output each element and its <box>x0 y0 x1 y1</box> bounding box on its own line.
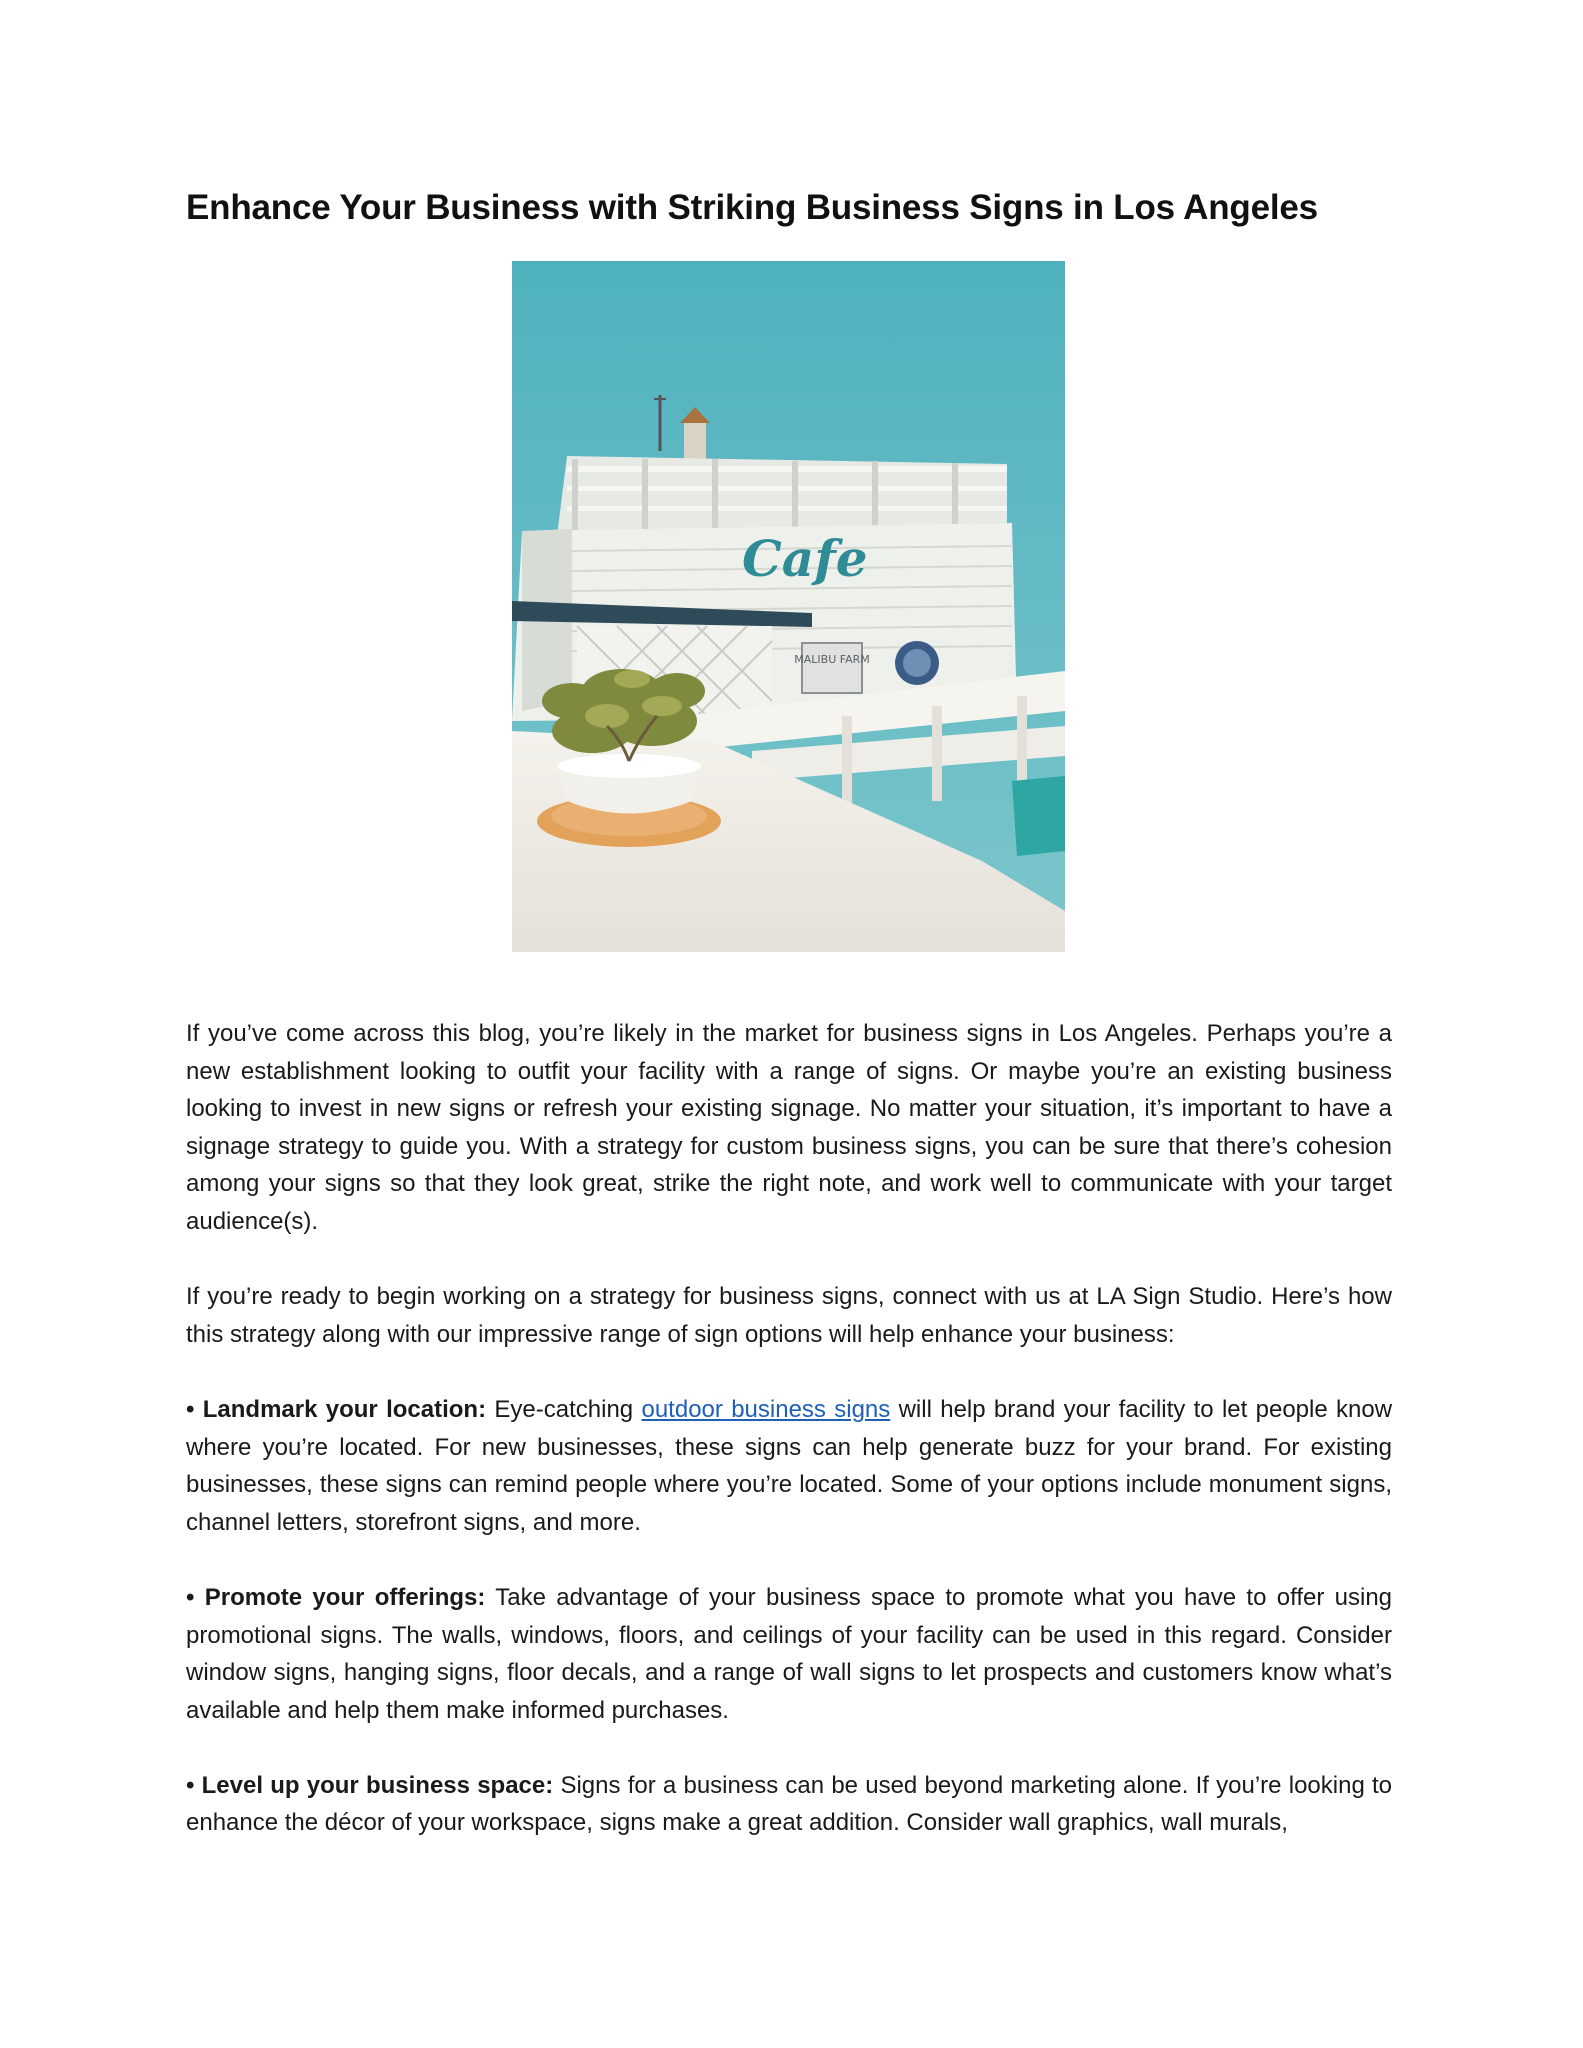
malibu-farm-sign-text: MALIBU FARM <box>794 653 870 666</box>
bullet-heading: Landmark your location: <box>202 1395 487 1423</box>
bullet-heading: Promote your offerings: <box>204 1583 486 1611</box>
bullet-promote: • Promote your offerings: Take advantage of your business space to promote what you have to offer using promotional signs. The walls, windows, floors, and ceilings of your facility can be used in this regard. Consider window signs, hanging signs, floor decals, and a range of wall signs to let prospects and customers know what’s available and help them make informed purchases. <box>186 1583 1393 1724</box>
bullet-marker: • <box>186 1395 195 1423</box>
intro-paragraph: If you’ve come across this blog, you’re likely in the market for business signs in Los Angeles. Perhaps you’re a new establishment looking to outfit your facility with a range of signs. Or maybe you’re an existing business looking to invest in new signs or refresh your existing signage. No matter your situation, it’s important to have a signage strategy to guide you. With a strategy for custom business signs, you can be sure that there’s cohesion among your signs so that they look great, strike the right note, and work well to communicate with your target audience(s). <box>186 1020 1392 1235</box>
bullet-marker: • <box>186 1771 195 1799</box>
bullet-landmark: • Landmark your location: Eye-catching outdoor business signs will help brand your facility to let people know where you’re located. For new businesses, these signs can help generate buzz for your brand. For existing businesses, these signs can remind people where you’re located. Some of your options include monument signs, channel letters, storefront signs, and more. <box>186 1395 1393 1536</box>
page-title: Enhance Your Business with Striking Business Signs in Los Angeles <box>186 188 1318 227</box>
article-body <box>186 1015 1392 1842</box>
bullet-level-up: • Level up your business space: Signs for a business can be used beyond marketing alone. If you’re looking to enhance the décor of your workspace, signs make a great addition. Consider wall graphics, wall murals, <box>186 1771 1393 1837</box>
outdoor-business-signs-link[interactable]: outdoor business signs <box>641 1395 891 1423</box>
cafe-sign-text: Cafe <box>742 529 868 588</box>
cafe-photo <box>512 261 1065 952</box>
bullet-marker: • <box>186 1583 195 1611</box>
strategy-paragraph: If you’re ready to begin working on a strategy for business signs, connect with us at LA Sign Studio. Here’s how this strategy along with our impressive range of sign options will help enhance your business: <box>186 1283 1392 1348</box>
bullet-heading: Level up your business space: <box>201 1771 554 1799</box>
